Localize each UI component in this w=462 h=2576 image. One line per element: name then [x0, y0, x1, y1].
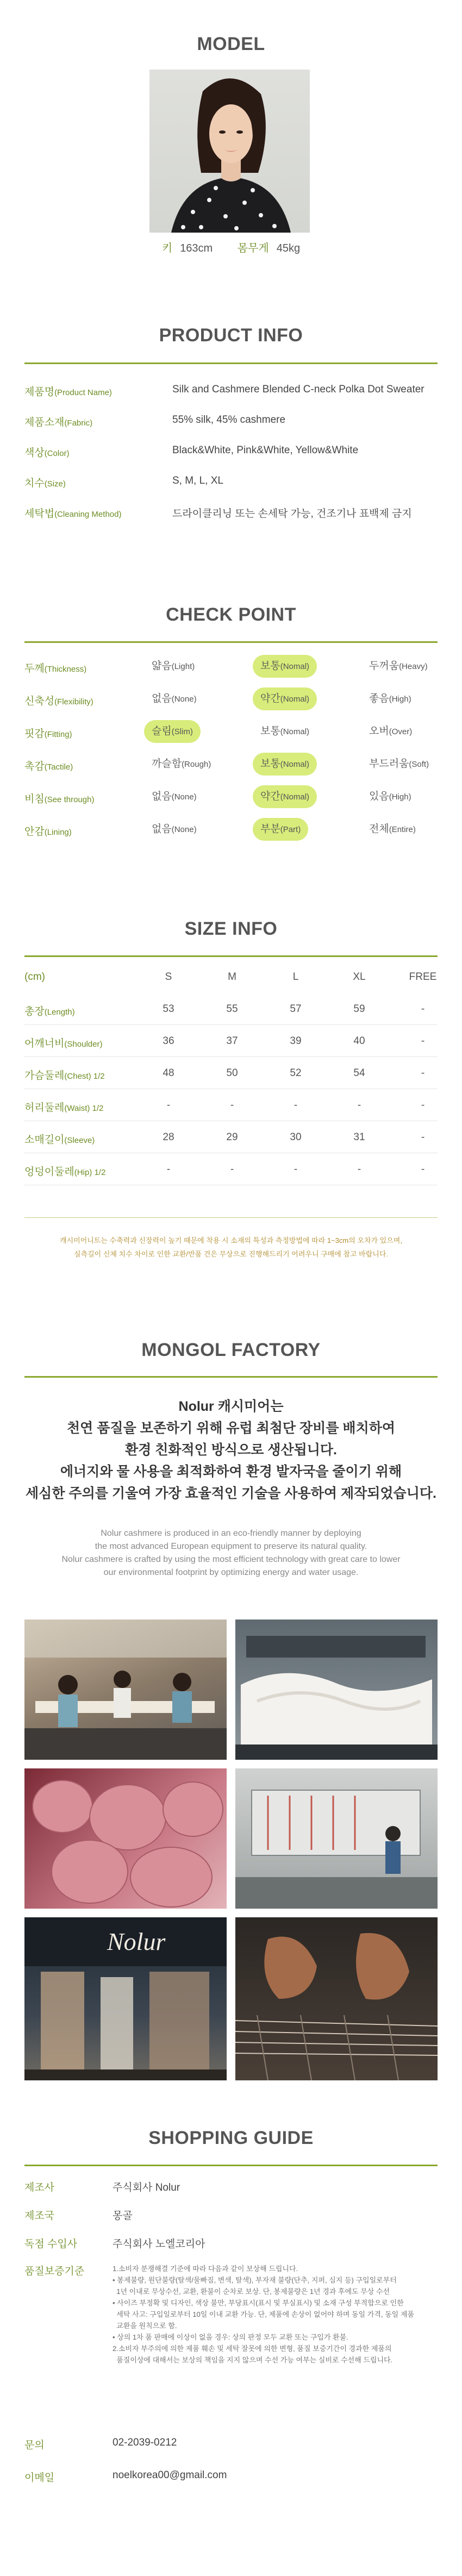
size-cell: -	[421, 1164, 425, 1175]
size-row-label	[24, 1003, 75, 1018]
shopping-guide-label: 제조국	[24, 2210, 55, 2222]
check-point-label-ko: 신축성	[24, 696, 55, 707]
option-text: 약간	[260, 693, 280, 704]
size-cell: -	[230, 1099, 234, 1111]
option-text: 까슬함	[152, 758, 182, 770]
check-point-option-selected	[144, 720, 201, 743]
size-unit-label: (cm)	[24, 971, 45, 983]
size-row-label-en: (Hip) 1/2	[74, 1168, 106, 1177]
option-sub: (Nomal)	[280, 760, 310, 769]
check-point-option-selected	[253, 687, 317, 710]
check-point-option	[253, 720, 317, 743]
size-row-label-en: (Chest) 1/2	[64, 1072, 105, 1081]
size-col-l: L	[292, 971, 299, 983]
size-cell: 50	[226, 1067, 238, 1079]
check-point-label	[24, 758, 73, 773]
product-info-label-ko: 세탁법	[24, 508, 55, 520]
factory-ko-line-1: Nolur 캐시미어는	[178, 1399, 284, 1414]
shopping-guide-title: SHOPPING GUIDE	[148, 2128, 314, 2148]
option-text: 있음	[369, 791, 389, 802]
model-weight-label: 몸무게	[237, 242, 269, 254]
check-point-option	[361, 753, 436, 776]
product-info-value: S, M, L, XL	[172, 475, 223, 486]
option-text: 보통	[260, 758, 280, 770]
check-point-row	[24, 683, 438, 715]
option-sub: (Nomal)	[280, 792, 310, 802]
check-point-option-selected	[253, 655, 317, 678]
product-info-label-ko: 제품명	[24, 386, 55, 398]
option-sub: (None)	[171, 695, 197, 704]
size-cell: -	[230, 1164, 234, 1175]
check-point-label	[24, 660, 86, 675]
option-sub: (None)	[171, 825, 197, 834]
option-sub: (Slim)	[171, 727, 193, 736]
size-cell: -	[421, 1003, 425, 1015]
shopping-guide-value: 주식회사 Nolur	[113, 2182, 180, 2193]
shopping-guide-row	[24, 2437, 438, 2453]
size-row-label	[24, 1131, 95, 1146]
option-text: 보통	[260, 726, 280, 737]
model-height-label: 키	[161, 242, 173, 254]
check-point-row	[24, 813, 438, 846]
size-row	[24, 1057, 438, 1089]
size-cell: 59	[353, 1003, 365, 1015]
shopping-guide-rule	[24, 2165, 438, 2166]
size-row	[24, 1025, 438, 1057]
check-point-option	[144, 785, 204, 808]
size-row-label	[24, 1067, 105, 1082]
size-cell: 37	[226, 1035, 238, 1047]
size-cell: -	[357, 1099, 361, 1111]
model-weight-value: 45kg	[276, 242, 301, 254]
store-sign: Nolur	[107, 1928, 166, 1955]
size-cell: -	[421, 1131, 425, 1143]
check-point-label	[24, 823, 72, 838]
size-cell: 40	[353, 1035, 365, 1047]
factory-ko-line-3: 환경 친화적인 방식으로 생산됩니다.	[124, 1442, 338, 1458]
notice-line: 세탁 사고: 구입일로부터 10일 이내 교환 가능. 단, 제품에 손상이 없어야 하며 동일 가격, 동일 제품	[113, 2310, 414, 2318]
size-cell: -	[166, 1099, 171, 1111]
model-section-title: MODEL	[197, 34, 265, 54]
notice-line: • 사이즈 부정확 및 디자인, 색상 불만, 부당표시(표시 및 부실표시) 및 소재 구성 부적합으로 인한	[113, 2299, 404, 2307]
option-text: 없음	[152, 693, 172, 704]
factory-photo-store-front	[24, 1917, 227, 2080]
check-point-option	[144, 687, 204, 710]
option-text: 보통	[260, 660, 280, 672]
size-cell: -	[166, 1164, 171, 1175]
option-sub: (Soft)	[409, 760, 429, 769]
size-row-label-ko: 소매길이	[24, 1134, 65, 1146]
check-point-label-en: (Lining)	[44, 828, 72, 837]
notice-line: 2.소비자 부주의에 의한 제품 훼손 및 세탁 잘못에 의한 변형, 품질 보증기간이 경과한 제품의	[113, 2344, 392, 2353]
check-point-label	[24, 693, 93, 708]
size-row-label-en: (Length)	[44, 1008, 75, 1017]
model-photo	[149, 70, 310, 233]
option-text: 전체	[369, 823, 389, 835]
product-info-label	[24, 445, 70, 459]
notice-line: 1.소비자 분쟁해결 기준에 따라 다음과 같이 보상해 드립니다.	[113, 2265, 298, 2273]
factory-ko-line-2: 천연 품질을 보존하기 위해 유럽 최첨단 장비를 배치하여	[66, 1421, 396, 1436]
factory-en-line-4: our environmental footprint by optimizing energy and water usage.	[103, 1568, 359, 1577]
factory-ko-line-4: 에너지와 물 사용을 최적화하여 환경 발자국을 줄이기 위해	[60, 1464, 402, 1479]
size-cell: 48	[163, 1067, 174, 1079]
size-cell: -	[357, 1164, 361, 1175]
check-point-option	[144, 655, 202, 678]
product-info-label-en: (Cleaning Method)	[54, 510, 122, 519]
check-point-label-en: (Tactile)	[44, 762, 73, 772]
size-cell: 39	[290, 1035, 302, 1047]
option-text: 좋음	[369, 693, 389, 704]
product-info-title: PRODUCT INFO	[159, 325, 303, 346]
option-text: 없음	[152, 823, 172, 835]
product-info-label-en: (Size)	[44, 479, 66, 489]
product-info-label-ko: 제품소재	[24, 417, 65, 428]
size-row-label-en: (Waist) 1/2	[64, 1104, 104, 1113]
check-point-label-ko: 핏감	[24, 728, 45, 740]
check-point-label-ko: 안감	[24, 826, 45, 837]
check-point-option-selected	[253, 785, 317, 808]
shopping-guide-label: 이메일	[24, 2472, 55, 2484]
option-text: 얇음	[152, 660, 172, 672]
shopping-guide-label: 품질보증기준	[24, 2266, 85, 2277]
factory-en-line-1: Nolur cashmere is produced in an eco-friendly manner by deploying	[101, 1529, 361, 1538]
check-point-option	[144, 753, 218, 776]
option-text: 약간	[260, 791, 280, 802]
shopping-guide-row	[24, 2208, 438, 2224]
factory-photo-yarn-cones	[24, 1768, 227, 1909]
option-sub: (Light)	[171, 662, 195, 671]
size-cell: -	[421, 1099, 425, 1111]
option-text: 부분	[260, 823, 280, 835]
size-col-m: M	[228, 971, 236, 983]
check-point-option	[361, 687, 419, 710]
check-point-label	[24, 726, 72, 740]
shopping-guide-label: 독점 수입사	[24, 2239, 78, 2250]
product-info-label	[24, 475, 66, 490]
option-sub: (Nomal)	[280, 662, 310, 671]
size-row-label-en: (Sleeve)	[64, 1136, 95, 1145]
check-point-option	[361, 720, 420, 743]
option-sub: (Heavy)	[399, 662, 428, 671]
size-cell: -	[421, 1067, 425, 1079]
size-row-label	[24, 1099, 103, 1114]
check-point-option-selected	[253, 818, 308, 841]
factory-en-line-3: Nolur cashmere is crafted by using the most efficient technology with great care to lower	[61, 1555, 401, 1564]
quality-guarantee-notice	[113, 2263, 439, 2366]
size-header-row	[24, 961, 438, 993]
size-cell: -	[421, 1035, 425, 1047]
product-info-row	[24, 374, 438, 404]
size-row-label-ko: 허리둘레	[24, 1102, 65, 1114]
option-sub: (Nomal)	[280, 727, 310, 736]
check-point-label-ko: 촉감	[24, 761, 45, 772]
option-text: 오버	[369, 726, 389, 737]
check-point-label-en: (Flexibility)	[54, 697, 93, 706]
factory-photo-wool-machine	[235, 1620, 438, 1760]
option-text: 부드러움	[369, 758, 409, 770]
email-link[interactable]: noelkorea00@gmail.com	[113, 2469, 227, 2481]
notice-line: • 봉제불량, 원단불량(탈색/물빠짐, 변색, 탈색), 부자재 불량(단추, 지퍼, 심지 등) 구입일로부터	[113, 2276, 397, 2284]
shopping-guide-label: 제조사	[24, 2182, 55, 2193]
check-point-label-ko: 비침	[24, 793, 45, 805]
product-info-row	[24, 496, 438, 526]
factory-title: MONGOL FACTORY	[141, 1340, 321, 1360]
product-info-label	[24, 505, 121, 520]
size-col-xl: XL	[353, 971, 366, 983]
model-height-value: 163cm	[180, 242, 213, 254]
size-cell: 53	[163, 1003, 174, 1015]
check-point-label	[24, 791, 94, 805]
check-point-row	[24, 715, 438, 748]
option-sub: (Rough)	[182, 760, 211, 769]
size-info-rule	[24, 955, 438, 957]
product-info-rule	[24, 362, 438, 364]
size-row-label-ko: 가슴둘레	[24, 1070, 65, 1081]
size-row	[24, 993, 438, 1025]
size-cell: 52	[290, 1067, 302, 1079]
size-note-line-2: 실측길이 신체 치수 차이로 인한 교환/반품 건은 무상으로 진행해드리기 어려우니 구매에 참고 바랍니다.	[73, 1250, 388, 1258]
option-sub: (Entire)	[389, 825, 416, 834]
check-point-option	[361, 655, 435, 678]
shopping-guide-label: 문의	[24, 2440, 45, 2451]
product-info-value: 55% silk, 45% cashmere	[172, 414, 286, 426]
model-portrait-illustration	[149, 70, 310, 233]
shopping-guide-value: 02-2039-0212	[113, 2437, 177, 2448]
option-text: 없음	[152, 791, 172, 802]
size-row-label	[24, 1035, 102, 1050]
product-info-label-ko: 색상	[24, 447, 45, 459]
size-row	[24, 1089, 438, 1121]
check-point-option-selected	[253, 753, 317, 776]
size-row	[24, 1121, 438, 1153]
check-point-option	[361, 818, 423, 841]
product-info-label	[24, 384, 112, 398]
product-info-label-en: (Product Name)	[54, 388, 112, 397]
option-sub: (High)	[389, 792, 411, 802]
option-sub: (High)	[389, 695, 411, 704]
size-row-label-ko: 총장	[24, 1006, 45, 1017]
product-info-row	[24, 435, 438, 465]
size-cell: 31	[353, 1131, 365, 1143]
option-sub: (Part)	[280, 825, 301, 834]
notice-line: 교환을 원칙으로 함.	[113, 2322, 177, 2330]
option-text: 슬림	[152, 726, 172, 737]
size-row-label-ko: 엉덩이둘레	[24, 1166, 74, 1178]
size-cell: -	[294, 1099, 298, 1111]
factory-photo-knitting-machine	[235, 1768, 438, 1909]
check-point-label-en: (Fitting)	[44, 730, 72, 739]
product-info-row	[24, 404, 438, 435]
check-point-option	[144, 818, 204, 841]
factory-photo-sewing-workers	[24, 1620, 227, 1760]
size-bottom-rule	[24, 1217, 438, 1218]
factory-rule	[24, 1376, 438, 1378]
check-point-row	[24, 650, 438, 683]
option-sub: (Nomal)	[280, 695, 310, 704]
option-sub: (None)	[171, 792, 197, 802]
size-cell: -	[294, 1164, 298, 1175]
factory-photo-hands-weaving	[235, 1917, 438, 2080]
product-info-value: Black&White, Pink&White, Yellow&White	[172, 445, 359, 456]
size-cell: 30	[290, 1131, 302, 1143]
size-note	[24, 1234, 438, 1261]
notice-line: 품질이상에 대해서는 보상의 책임을 지지 않으며 수선 가능 여부는 실비로 수선해 드립니다.	[113, 2356, 393, 2364]
notice-line: 1년 이내로 무상수선, 교환, 환불이 순차로 보상. 단, 봉제불량은 1년 경과 후에도 무상 수선	[113, 2287, 390, 2296]
product-info-row	[24, 465, 438, 496]
shopping-guide-row	[24, 2179, 438, 2196]
size-col-free: FREE	[409, 971, 437, 983]
shopping-guide-row	[24, 2236, 438, 2252]
shopping-guide-value: 몽골	[113, 2210, 133, 2222]
size-row	[24, 1153, 438, 1185]
model-caption	[0, 239, 462, 255]
size-cell: 57	[290, 1003, 302, 1015]
size-note-line-1: 캐시미어니트는 수축력과 신장력이 높기 때문에 착용 시 소재의 특성과 측정방법에 따라 1~3cm의 오차가 있으며,	[60, 1236, 402, 1245]
size-cell: 54	[353, 1067, 365, 1079]
shopping-guide-value: 주식회사 노엘코리아	[113, 2239, 205, 2250]
size-row-label-ko: 어깨너비	[24, 1038, 65, 1049]
factory-en-line-2: the most advanced European equipment to preserve its natural quality.	[95, 1542, 367, 1551]
option-text: 두꺼움	[369, 660, 399, 672]
size-cell: 29	[226, 1131, 238, 1143]
factory-ko-line-5: 세심한 주의를 기울여 가장 효율적인 기술을 사용하여 제작되었습니다.	[26, 1486, 436, 1501]
option-sub: (Over)	[389, 727, 413, 736]
shopping-guide-row	[24, 2469, 438, 2486]
notice-line: • 상의 1차 품 판매에 이상이 없을 경우: 상의 판정 모두 교환 또는 구입가 환불.	[113, 2333, 348, 2341]
check-point-rule	[24, 641, 438, 643]
check-point-option	[361, 785, 419, 808]
product-info-label-en: (Fabric)	[64, 418, 93, 428]
product-info-value: 드라이클리닝 또는 손세탁 가능, 건조기나 표백제 금지	[172, 508, 412, 520]
size-cell: 36	[163, 1035, 174, 1047]
product-info-label-ko: 치수	[24, 478, 45, 489]
check-point-row	[24, 780, 438, 813]
size-col-s: S	[165, 971, 172, 983]
product-info-value: Silk and Cashmere Blended C-neck Polka Dot Sweater	[172, 384, 424, 395]
size-row-label	[24, 1164, 105, 1178]
size-row-label-en: (Shoulder)	[64, 1040, 103, 1049]
size-cell: 55	[226, 1003, 238, 1015]
size-info-title: SIZE INFO	[184, 918, 278, 939]
check-point-label-ko: 두께	[24, 663, 45, 674]
check-point-label-en: (Thickness)	[44, 665, 87, 674]
size-cell: 28	[163, 1131, 174, 1143]
product-info-label-en: (Color)	[44, 449, 70, 458]
check-point-row	[24, 748, 438, 780]
check-point-label-en: (See through)	[44, 795, 95, 804]
product-info-label	[24, 414, 92, 429]
check-point-title: CHECK POINT	[166, 604, 296, 625]
